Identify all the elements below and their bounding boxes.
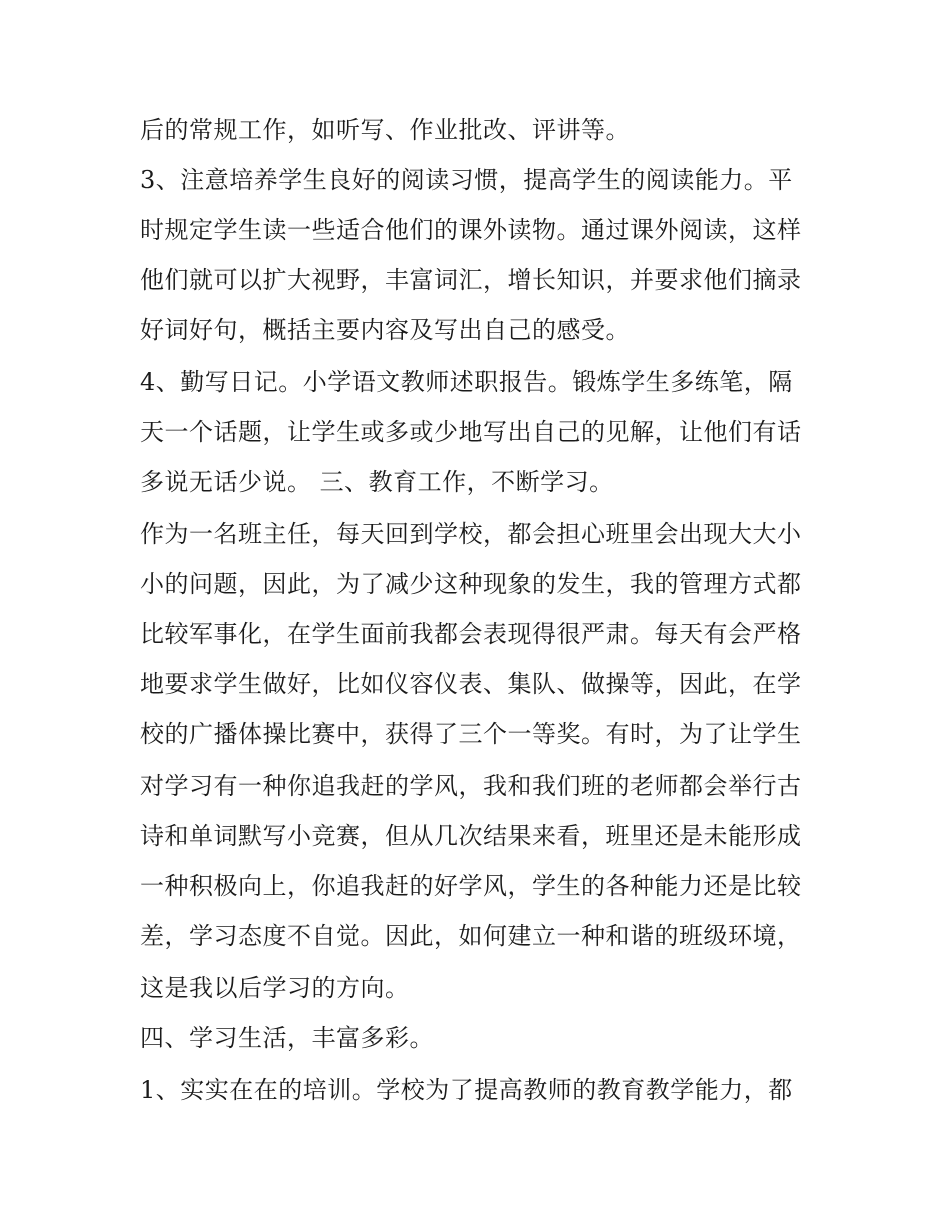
text-line-9: 作为一名班主任，每天回到学校，都会担心班里会出现大大小	[140, 520, 802, 548]
text-line-10: 小的问题，因此，为了减少这种现象的发生，我的管理方式都	[140, 570, 802, 598]
text-line-7: 天一个话题，让学生或多或少地写出自己的见解，让他们有话	[140, 418, 802, 446]
text-line-18: 这是我以后学习的方向。	[140, 974, 410, 1002]
text-line-12: 地要求学生做好，比如仪容仪表、集队、做操等，因此，在学	[140, 670, 802, 698]
text-line-5: 好词好句，概括主要内容及写出自己的感受。	[140, 316, 630, 344]
text-line-13: 校的广播体操比赛中，获得了三个一等奖。有时，为了让学生	[140, 720, 802, 748]
text-line-1: 后的常规工作，如听写、作业批改、评讲等。	[140, 116, 630, 144]
text-line-20: 1、实实在在的培训。学校为了提高教师的教育教学能力，都	[140, 1076, 793, 1104]
text-line-6: 4、勤写日记。小学语文教师述职报告。锻炼学生多练笔，隔	[140, 368, 793, 396]
text-line-16: 一种积极向上，你追我赶的好学风，学生的各种能力还是比较	[140, 872, 802, 900]
text-line-17: 差，学习态度不自觉。因此，如何建立一种和谐的班级环境，	[140, 922, 802, 950]
text-line-4: 他们就可以扩大视野，丰富词汇，增长知识，并要求他们摘录	[140, 266, 802, 294]
text-line-3: 时规定学生读一些适合他们的课外读物。通过课外阅读，这样	[140, 216, 802, 244]
text-line-19: 四、学习生活，丰富多彩。	[140, 1024, 434, 1052]
text-line-14: 对学习有一种你追我赶的学风，我和我们班的老师都会举行古	[140, 772, 802, 800]
text-line-8: 多说无话少说。 三、教育工作，不断学习。	[140, 468, 614, 496]
text-line-15: 诗和单词默写小竞赛，但从几次结果来看，班里还是未能形成	[140, 822, 802, 850]
text-line-2: 3、注意培养学生良好的阅读习惯，提高学生的阅读能力。平	[140, 166, 793, 194]
text-line-11: 比较军事化，在学生面前我都会表现得很严肃。每天有会严格	[140, 620, 802, 648]
